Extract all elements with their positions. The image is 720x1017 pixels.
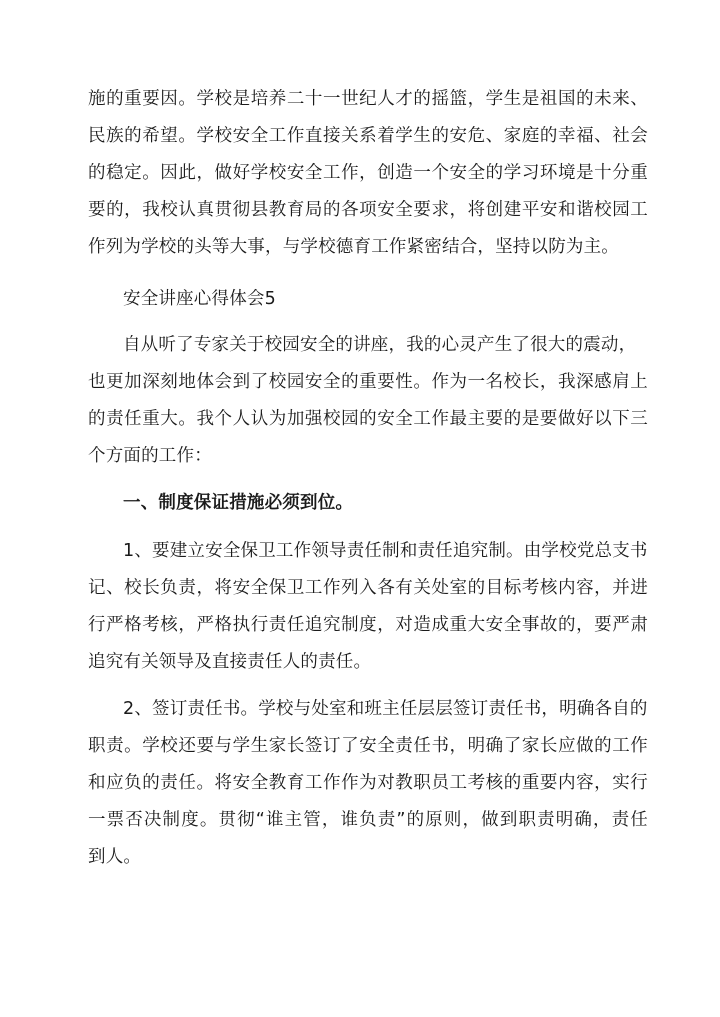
section-heading: 安全讲座心得体会5: [123, 289, 276, 309]
paragraph-line: 和应负的责任。将安全教育工作作为对教职员工考核的重要内容，实行: [88, 773, 648, 793]
paragraph-line: 记、校长负责，将安全保卫工作列入各有关处室的目标考核内容，并进: [88, 578, 648, 598]
subsection-heading: 一、制度保证措施必须到位。: [123, 493, 354, 513]
paragraph-line: 2、签订责任书。学校与处室和班主任层层签订责任书，明确各自的: [123, 699, 648, 719]
paragraph-line: 1、要建立安全保卫工作领导责任制和责任追究制。由学校党总支书: [123, 541, 648, 561]
paragraph-line: 要的，我校认真贯彻县教育局的各项安全要求，将创建平安和谐校园工: [88, 200, 648, 220]
paragraph-line: 一票否决制度。贯彻“谁主管，谁负责”的原则，做到职责明确，责任: [88, 810, 648, 830]
paragraph-line: 到人。: [88, 847, 142, 867]
paragraph-line: 也更加深刻地体会到了校园安全的重要性。作为一名校长，我深感肩上: [88, 372, 648, 392]
paragraph-line: 个方面的工作：: [88, 446, 212, 466]
paragraph-line: 职责。学校还要与学生家长签订了安全责任书，明确了家长应做的工作: [88, 736, 648, 756]
paragraph-line: 的稳定。因此，做好学校安全工作，创造一个安全的学习环境是十分重: [88, 163, 648, 183]
paragraph-line: 作列为学校的头等大事，与学校德育工作紧密结合，坚持以防为主。: [88, 237, 619, 257]
paragraph-line: 行严格考核，严格执行责任追究制度，对造成重大安全事故的，要严肃: [88, 615, 648, 635]
paragraph-line: 民族的希望。学校安全工作直接关系着学生的安危、家庭的幸福、社会: [88, 126, 648, 146]
paragraph-line: 自从听了专家关于校园安全的讲座，我的心灵产生了很大的震动，: [123, 335, 637, 355]
paragraph-line: 施的重要因。学校是培养二十一世纪人才的摇篮，学生是祖国的未来、: [88, 89, 648, 109]
paragraph-line: 追究有关领导及直接责任人的责任。: [88, 652, 372, 672]
paragraph-line: 的责任重大。我个人认为加强校园的安全工作最主要的是要做好以下三: [88, 409, 648, 429]
